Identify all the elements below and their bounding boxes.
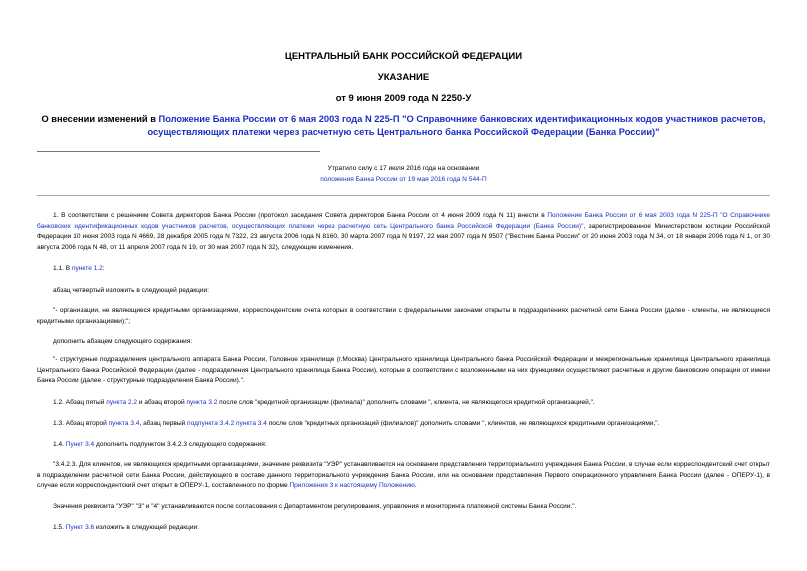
paragraph-1-4: 1.4. Пункт 3.4 дополнить подпунктом 3.4.2.3 следующего содержания: [53,441,267,448]
clause-link-3-4-2[interactable]: подпункта 3.4.2 пункта 3.4 [187,420,267,427]
divider [37,195,770,196]
paragraph-1-5: 1.5. Пункт 3.6 изложить в следующей редакции: [53,524,200,531]
paragraph-quote-3: "3.4.2.3. Для клиентов, не являющихся кредитными организациями, значение реквизита "УЭР" устанавливается на основании представления территориального учреждения Банка России, в случае если корреспондентский счет открыт в подразделении расчетной сети Банка России, действующего в составе данного территориального учреждения Банка России, или на основании представления Первого операционного управления Банка России (далее - ОПЕРУ-1), в случае если корреспондентский счет открыт в ОПЕРУ-1, составленного по форме Приложения 3 к настоящему Положению. [37,461,770,490]
status-note: Утратило силу с 17 июля 2016 года на основании [327,165,480,172]
paragraph-values: Значения реквизита "УЭР" "3" и "4" устанавливаются после согласования с Департаментом регулирования, управления и мониторинга платежной системы Банка России.". [53,503,577,510]
paragraph-quote-2: "- структурные подразделения центрального аппарата Банка России, Головное хранилище (г.Москва) Центрального хранилища Центрального банка Российской Федерации и межрегиональные хранилища Центрального хранилища Центрального банка Российской Федерации (далее - подразделения Центрального хранилища Банка России), которые в соответствии с возложенными на них функциями осуществляют расчетные и другие банковские операции от имени Банка России (далее - структурные подразделения Банка России).". [37,356,770,385]
paragraph-quote-1: "- организации, не являющиеся кредитными организациями, корреспондентские счета которых в соответствии с федеральными законами открыты в подразделениях расчетной сети Банка России (далее - клиенты, не являющиеся кредитными организациями);"; [37,307,770,325]
document-title: О внесении изменений в Положение Банка России от 6 мая 2003 года N 225-П "О Справочнике банковских идентификационных кодов участников расчетов, осуществляющих платежи через расчетную сеть Центрального банка Российской Федерации (Банка России)" [41,114,766,137]
divider [37,151,320,152]
appendix-3-link[interactable]: Приложения 3 к настоящему Положению [289,482,415,490]
paragraph-1-2: 1.2. Абзац пятый пункта 2.2 и абзац второй пункта 3.2 после слов "кредитной организации (филиала)" дополнить словами ", клиента, не являющегося кредитной организацией,". [53,399,595,406]
clause-link-1-2[interactable]: пункте 1.2 [71,265,103,272]
paragraph-abz4: абзац четвертый изложить в следующей редакции: [53,287,209,294]
paragraph-1: 1. В соответствии с решением Совета директоров Банка России (протокол заседания Совета директоров Банка России от 4 июня 2009 года N 11) внести в Положение Банка России от 6 мая 2003 года N 225-П "О Справочнике банковских идентификационных кодов участников расчетов, осуществляющих платежи через расчетную сеть Центрального банка Российской Федерации (Банка России)", зарегистрированное Министерством юстиции Российской Федерации 10 июня 2003 года N 4669, 28 декабря 2005 года N 7322, 23 августа 2006 года N 8160, 30 марта 2007 года N 9197, 22 мая 2007 года N 9507 ("Вестник Банка России" от 20 июня 2003 года N 34, от 18 января 2006 года N 1, от 30 августа 2006 года N 48, от 11 апреля 2007 года N 19, от 30 мая 2007 года N 32), следующие изменения. [37,212,771,252]
status-link-line [0,175,807,185]
document-type: УКАЗАНИЕ [377,72,430,83]
clause-link-3-6[interactable]: Пункт 3.6 [65,524,95,531]
clause-link-3-4b[interactable]: Пункт 3.4 [65,441,95,448]
paragraph-1-3: 1.3. Абзац второй пункта 3.4, абзац первый подпункта 3.4.2 пункта 3.4 после слов "кредитных организаций (филиалов)" дополнить словами ", клиентов, не являющихся кредитными организациями,". [53,420,660,427]
regulation-link[interactable]: Положение Банка России от 6 мая 2003 года N 225-П "О Справочнике банковских идентификационных кодов участников расчетов, осуществляющих платежи через расчетную сеть Центрального банка Российской Федерации (Банка России)" [37,212,771,230]
clause-link-3-2[interactable]: пункта 3.2 [186,399,218,406]
document-date: от 9 июня 2009 года N 2250-У [335,93,472,104]
paragraph-1-1: 1.1. В пункте 1.2: [53,265,105,272]
bank-name: ЦЕНТРАЛЬНЫЙ БАНК РОССИЙСКОЙ ФЕДЕРАЦИИ [284,51,523,62]
status-link[interactable]: положения Банка России от 19 мая 2016 года N 544-П [320,176,487,183]
clause-link-3-4[interactable]: пункта 3.4 [108,420,140,427]
title-link[interactable]: Положение Банка России от 6 мая 2003 года N 225-П "О Справочнике банковских идентификационных кодов участников расчетов, осуществляющих платежи через расчетную сеть Центрального банка Российской Федерации (Банка России)" [147,114,766,137]
clause-link-2-2[interactable]: пункта 2.2 [106,399,138,406]
paragraph-add: дополнить абзацем следующего содержания: [53,338,193,345]
